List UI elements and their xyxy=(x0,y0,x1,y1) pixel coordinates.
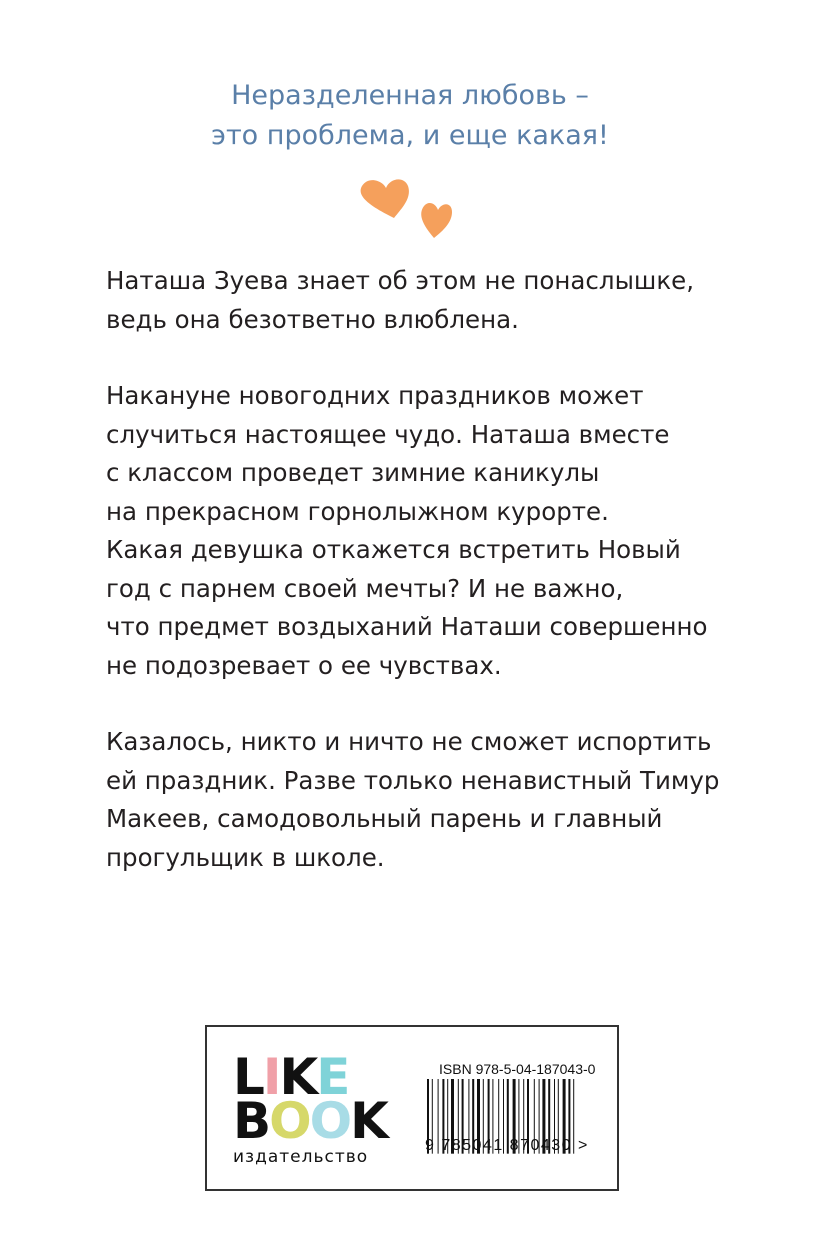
tagline xyxy=(0,76,820,156)
logo-letter: O xyxy=(309,1092,351,1150)
blurb xyxy=(106,262,766,915)
logo-letter: O xyxy=(269,1092,310,1150)
hearts-icon xyxy=(352,178,462,240)
paragraph-1 xyxy=(106,262,766,339)
likebook-logo xyxy=(233,1048,393,1167)
logo-letter: B xyxy=(233,1092,270,1150)
text-line: Наташа Зуева знает об этом не понаслышке, xyxy=(106,266,694,295)
text-line: Какая девушка откажется встретить Новый xyxy=(106,535,681,564)
text-line: прогульщик в школе. xyxy=(106,842,385,872)
logo-letter: K xyxy=(279,1048,317,1106)
text-line: что предмет воздыханий Наташи совершенно xyxy=(106,612,708,641)
text-line: ведь она безответно влюблена. xyxy=(106,304,519,334)
text-line: не подозревает о ее чувствах. xyxy=(106,650,502,680)
publisher-subtitle: издательство xyxy=(233,1147,369,1167)
text-line: на прекрасном горнолыжном курорте. xyxy=(106,496,609,526)
tagline-line-1: Неразделенная любовь – xyxy=(231,80,589,111)
logo-letter: I xyxy=(262,1048,280,1106)
imprint-box xyxy=(205,1025,619,1191)
text-line: с классом проведет зимние каникулы xyxy=(106,458,600,487)
logo-row-book xyxy=(233,1092,393,1150)
heart-small-icon xyxy=(421,203,452,238)
text-line: Макеев, самодовольный парень и главный xyxy=(106,804,663,833)
text-line: ей праздник. Разве только ненавистный Тимур xyxy=(106,765,720,795)
paragraph-2 xyxy=(106,377,766,685)
isbn-label: ISBN 978-5-04-187043-0 xyxy=(439,1061,596,1077)
barcode-digits: 9 785041 870430 > xyxy=(425,1137,589,1154)
paragraph-3 xyxy=(106,723,766,877)
text-line: Накануне новогодних праздников может xyxy=(106,381,644,410)
text-line: случиться настоящее чудо. Наташа вместе xyxy=(106,419,670,449)
text-line: Казалось, никто и ничто не сможет испортить xyxy=(106,727,712,756)
logo-letter: L xyxy=(233,1048,263,1106)
logo-letter: E xyxy=(316,1048,349,1106)
heart-large-icon xyxy=(361,179,409,218)
logo-letter: K xyxy=(350,1092,387,1150)
text-line: год с парнем своей мечты? И не важно, xyxy=(106,573,624,603)
tagline-line-2: это проблема, и еще какая! xyxy=(211,120,609,151)
